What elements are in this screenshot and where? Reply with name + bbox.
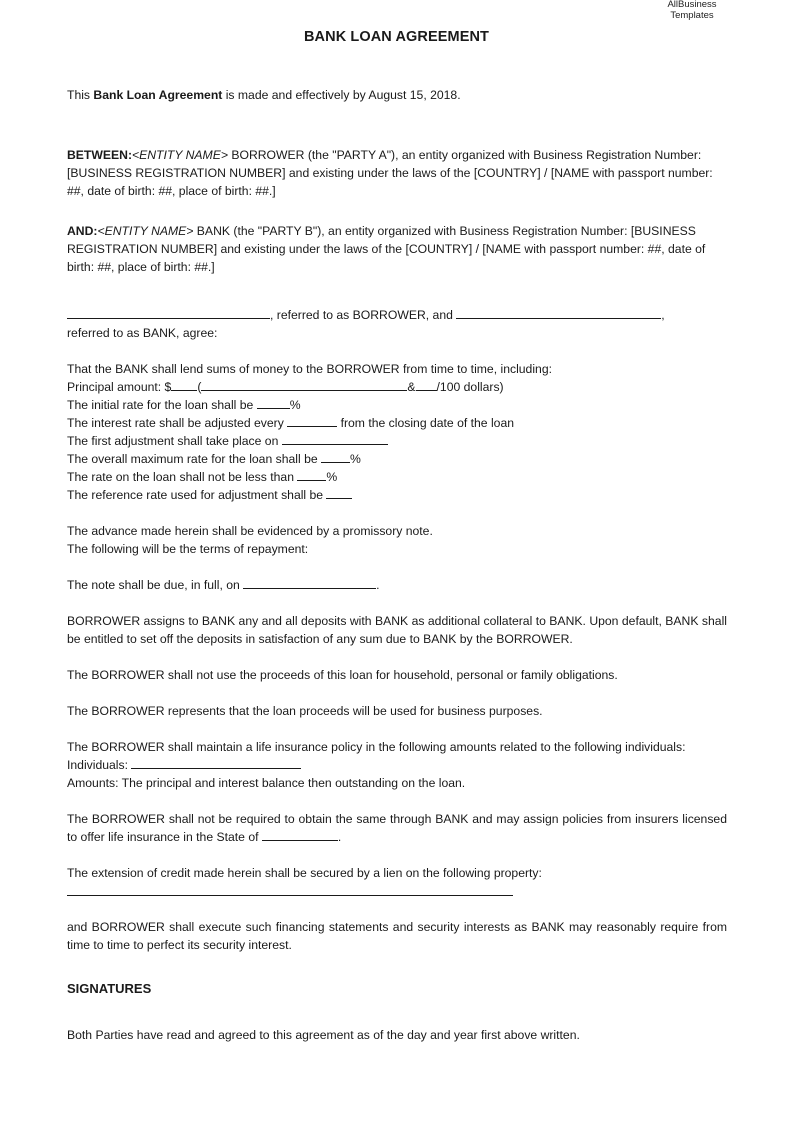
and-label: AND:: [67, 224, 98, 238]
max-rate-line: [67, 450, 727, 468]
insurers-paragraph: [67, 810, 727, 846]
financing-paragraph: and BORROWER shall execute such financing statements and security interests as BANK may reasonably require from time to time to perfect its security interest.: [67, 920, 727, 952]
referred-paragraph: [67, 306, 727, 342]
between-entity: <ENTITY NAME>: [132, 148, 228, 162]
principal-dollars-blank: [171, 378, 197, 391]
document-title: BANK LOAN AGREEMENT: [303, 29, 490, 45]
intro-bold: Bank Loan Agreement: [93, 88, 223, 102]
insurers-post: .: [337, 830, 342, 844]
between-label: BETWEEN:: [67, 148, 132, 162]
principal-post: /100 dollars): [436, 380, 504, 394]
min-rate-unit: %: [326, 470, 338, 484]
min-rate-blank: [297, 468, 326, 481]
document-body: [67, 86, 727, 1062]
initial-rate-unit: %: [289, 398, 301, 412]
note-block: [67, 522, 727, 558]
due-label: The note shall be due, in full, on: [67, 578, 244, 592]
signatures-heading: SIGNATURES: [67, 981, 152, 996]
reference-rate-blank: [326, 486, 352, 499]
intro-post: is made and effectively by August 15, 2018.: [222, 88, 461, 102]
individuals-blank: [131, 756, 301, 769]
max-rate-blank: [321, 450, 350, 463]
adjusted-blank: [287, 414, 337, 427]
max-rate-unit: %: [350, 452, 361, 466]
referred-mid: , referred to as BORROWER, and: [270, 308, 457, 322]
principal-words-blank: [201, 378, 407, 391]
due-date-blank: [243, 576, 376, 589]
first-adjustment-line: [67, 432, 727, 450]
advance-line: The advance made herein shall be evidenced by a promissory note.: [67, 524, 433, 538]
initial-rate-blank: [257, 396, 290, 409]
principal-paren: (: [197, 380, 202, 394]
individuals-label: Individuals:: [67, 758, 132, 772]
amounts-line: Amounts: The principal and interest balance then outstanding on the loan.: [67, 776, 466, 790]
brand-logo: [662, 0, 722, 21]
collateral-paragraph: BORROWER assigns to BANK any and all deposits with BANK as additional collateral to BANK. Upon default, BANK shall be entitled to set off the deposits in satisfaction of any sum due to BANK by the BORROWER.: [67, 614, 727, 646]
bank-name-blank: [456, 306, 661, 319]
logo-line-1: AllBusiness: [667, 0, 717, 10]
max-rate-label: The overall maximum rate for the loan shall be: [67, 452, 322, 466]
logo-line-2: Templates: [670, 9, 714, 21]
adjusted-post: from the closing date of the loan: [337, 416, 515, 430]
referred-end: ,: [661, 308, 665, 322]
borrower-name-blank: [67, 306, 270, 319]
intro-pre: This: [67, 88, 94, 102]
first-adjustment-label: The first adjustment shall take place on: [67, 434, 282, 448]
first-adjustment-blank: [282, 432, 388, 445]
state-blank: [262, 828, 338, 841]
reference-rate-line: [67, 486, 727, 504]
and-paragraph: [67, 222, 727, 276]
principal-label: Principal amount: $: [67, 380, 172, 394]
terms-block: [67, 360, 727, 504]
reference-rate-label: The reference rate used for adjustment shall be: [67, 488, 327, 502]
adjusted-label: The interest rate shall be adjusted every: [67, 416, 288, 430]
repayment-line: The following will be the terms of repayment:: [67, 542, 309, 556]
insurance-block: [67, 738, 727, 792]
adjusted-line: [67, 414, 727, 432]
initial-rate-label: The initial rate for the loan shall be: [67, 398, 257, 412]
insurers-text: The BORROWER shall not be required to obtain the same through BANK and may assign policies from insurers licensed to offer life insurance in the State of: [67, 812, 727, 844]
and-entity: <ENTITY NAME>: [97, 224, 194, 238]
due-post: .: [376, 578, 380, 592]
signatures-paragraph: Both Parties have read and agreed to this agreement as of the day and year first above written.: [67, 1028, 580, 1042]
min-rate-line: [67, 468, 727, 486]
business-paragraph: The BORROWER represents that the loan proceeds will be used for business purposes.: [67, 704, 543, 718]
principal-cents-blank: [416, 378, 437, 391]
property-blank: [67, 882, 727, 900]
initial-rate-line: [67, 396, 727, 414]
insurance-text: The BORROWER shall maintain a life insurance policy in the following amounts related to the following individuals:: [67, 740, 686, 754]
household-paragraph: The BORROWER shall not use the proceeds of this loan for household, personal or family obligations.: [67, 668, 618, 682]
intro-paragraph: [67, 86, 727, 104]
due-paragraph: [67, 576, 727, 594]
and-text: BANK (the "PARTY B"), an entity organized with Business Registration Number: [BUSINESS REGISTRATION NUMBER] and existing under the laws of the [COUNTRY] / [NAME with passport number: ##, date of birth: ##, place of birth: ##.]: [67, 224, 706, 274]
principal-line: [67, 378, 727, 396]
between-paragraph: [67, 146, 727, 200]
principal-amp: &: [407, 380, 416, 394]
min-rate-label: The rate on the loan shall not be less than: [67, 470, 298, 484]
individuals-line: [67, 756, 727, 774]
referred-line2: referred to as BANK, agree:: [67, 326, 218, 340]
lien-paragraph: The extension of credit made herein shall be secured by a lien on the following property:: [67, 866, 542, 880]
terms-intro: That the BANK shall lend sums of money to the BORROWER from time to time, including:: [67, 362, 552, 376]
between-text: BORROWER (the "PARTY A"), an entity organized with Business Registration Number: [BUSINESS REGISTRATION NUMBER] and existing under the laws of the [COUNTRY] / [NAME with passport number: ##, date of birth: ##, place of birth: ##.]: [67, 148, 713, 198]
